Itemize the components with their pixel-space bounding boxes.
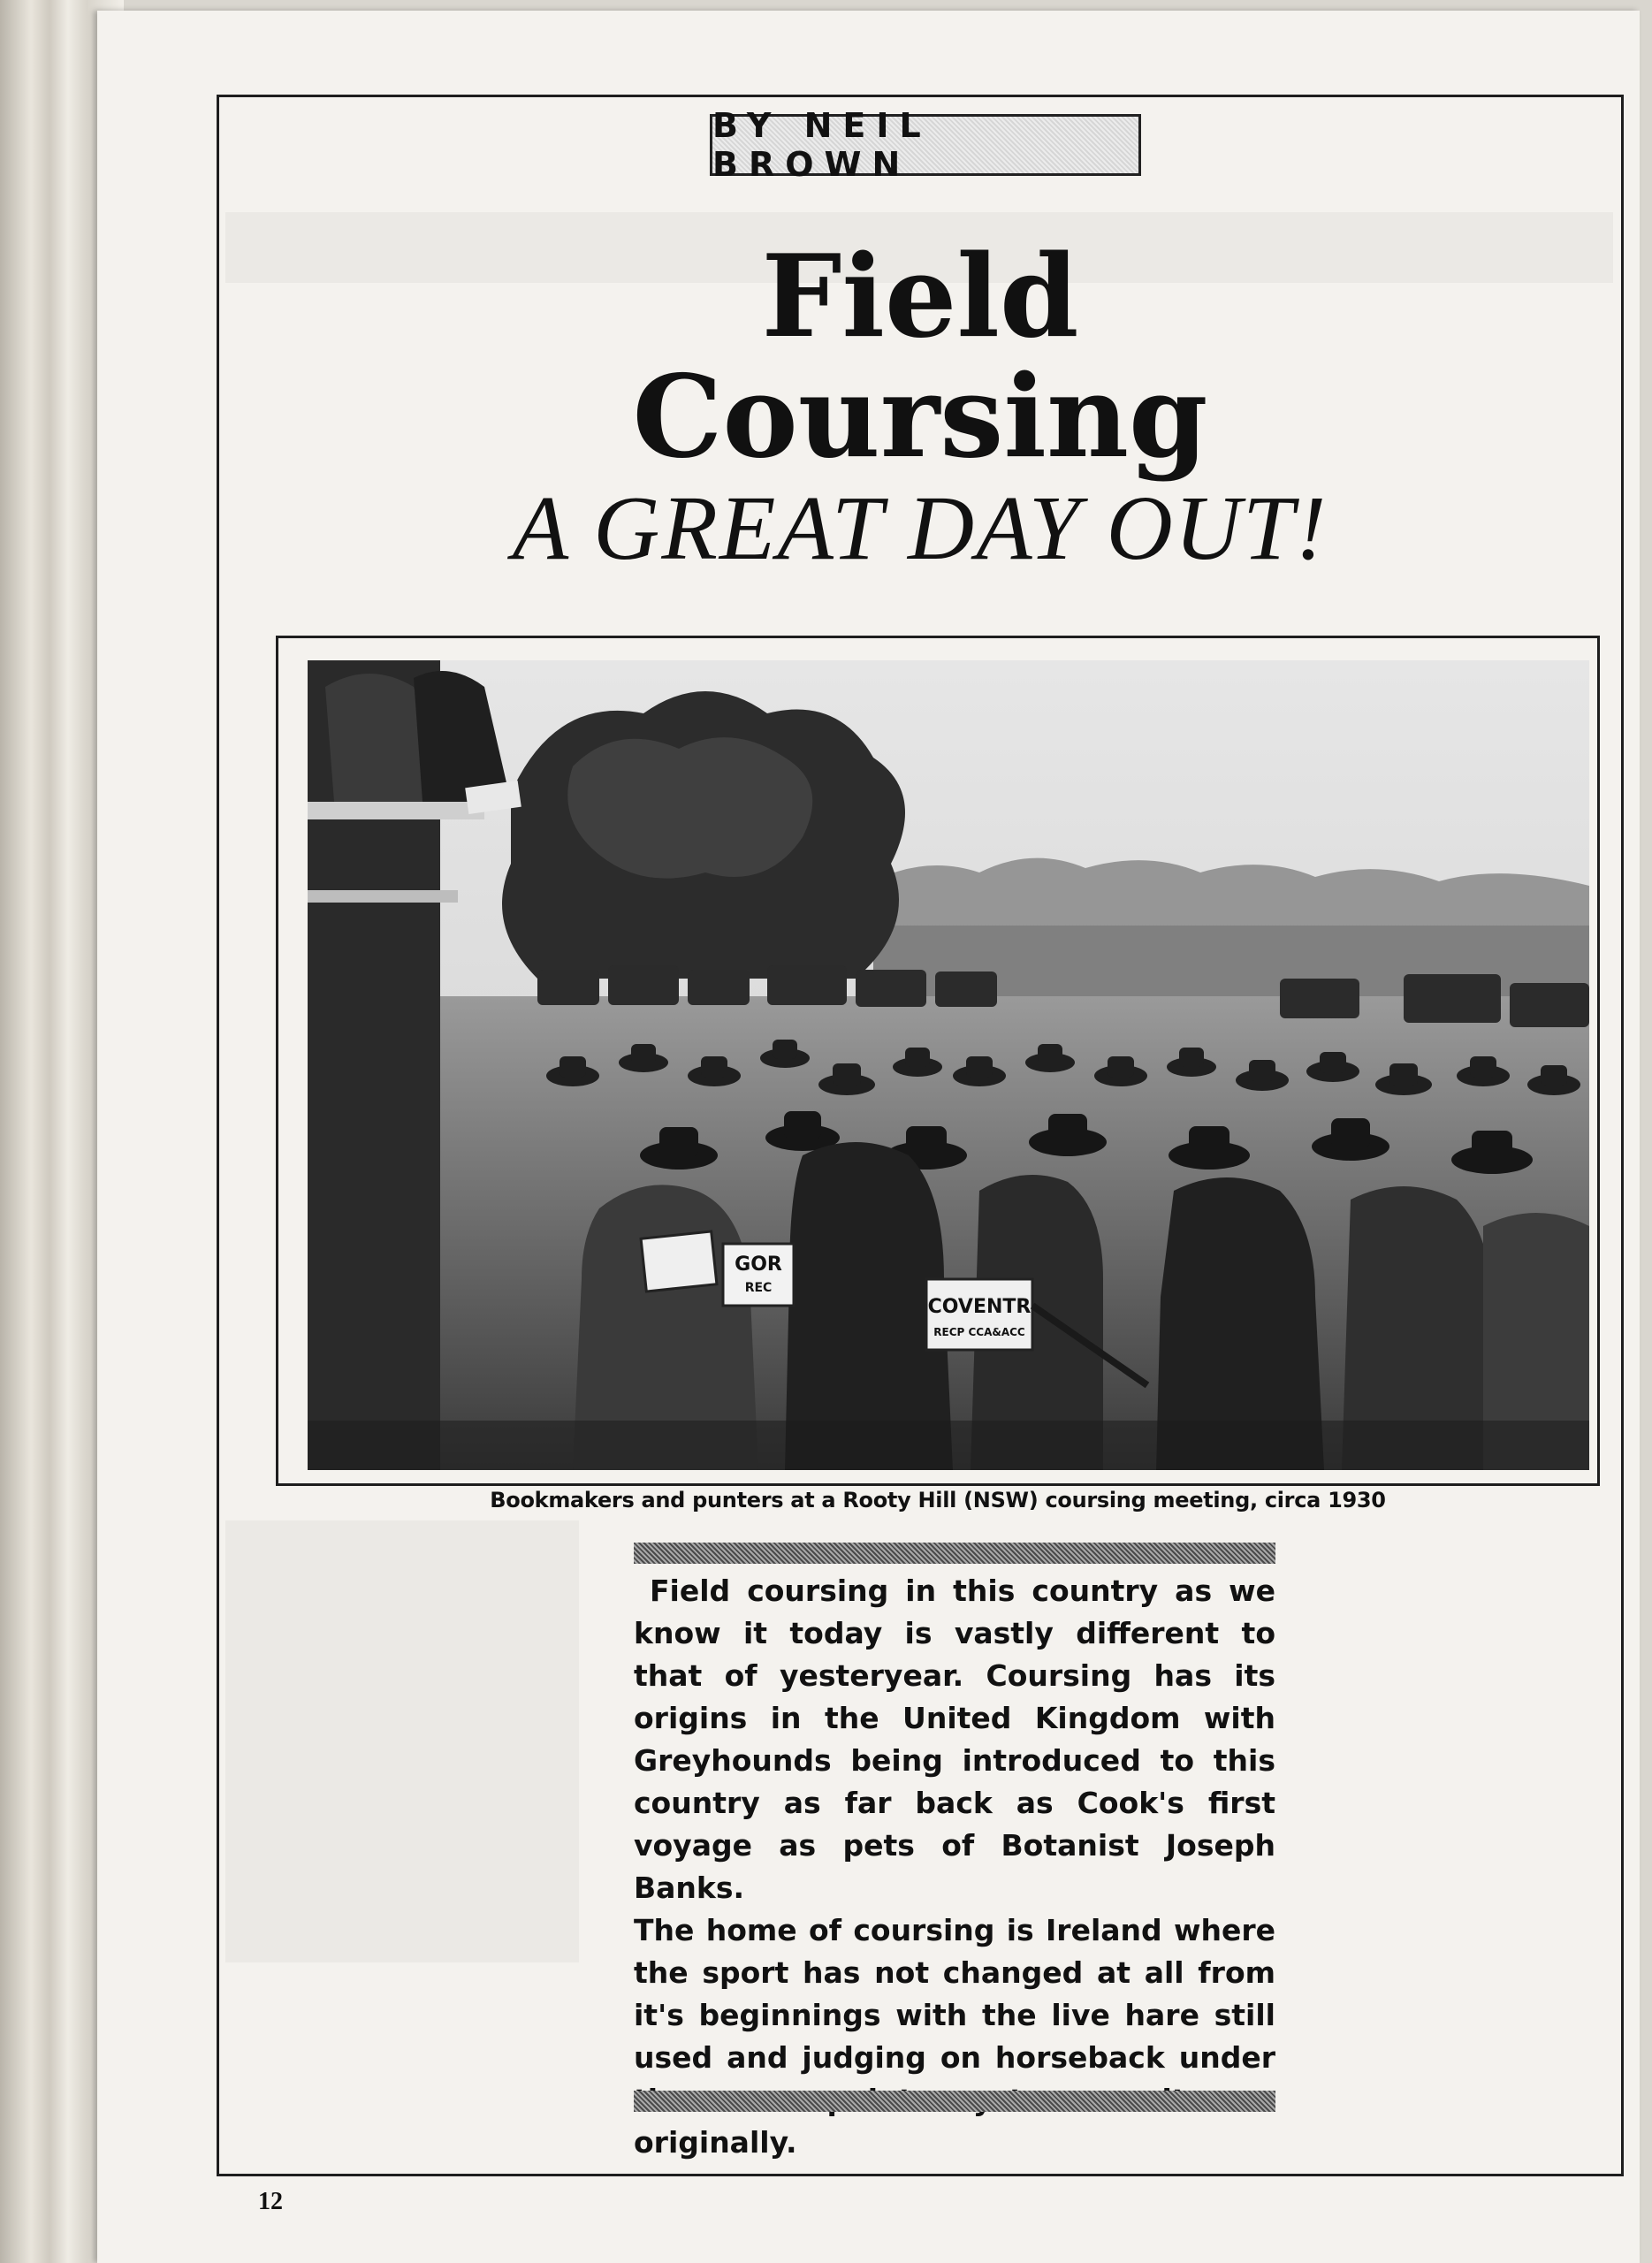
page-number: 12 [258, 2188, 283, 2215]
article-intro [634, 1570, 1275, 2164]
headline-line-1: Field [761, 231, 1079, 363]
hatched-rule-bottom [634, 2091, 1275, 2112]
byline [710, 106, 1141, 184]
sign-rec-text: REC [744, 1281, 773, 1295]
intro-paragraph-1: Field coursing in this country as we know it today is vastly different to that of yesteryear. Coursing has its origins in the United Kingdom with Greyhounds being introduced to this country as far back as Cook's first voyage as pets of Botanist Joseph Banks. [634, 1573, 1275, 1905]
byline-text: BY NEIL BROWN [712, 106, 932, 184]
sign-recp-text: RECP CCA&ACC [933, 1326, 1025, 1338]
archive-photo [308, 660, 1589, 1470]
hatched-rule-top [634, 1543, 1275, 1564]
intro-paragraph-2: The home of coursing is Ireland where the sport has not changed at all from it's beginnings with the live hare still used and judging on horseback under originally. [634, 1913, 1275, 2160]
photo-caption: Bookmakers and punters at a Rooty Hill (NSW) coursing meeting, circa 1930 [490, 1488, 1386, 1512]
headline-subtitle: A GREAT DAY OUT! [512, 477, 1328, 579]
headline-line-2: Coursing [632, 351, 1208, 484]
sign-coventry-text: COVENTR [927, 1296, 1032, 1318]
sign-gor-text: GOR [735, 1253, 782, 1276]
